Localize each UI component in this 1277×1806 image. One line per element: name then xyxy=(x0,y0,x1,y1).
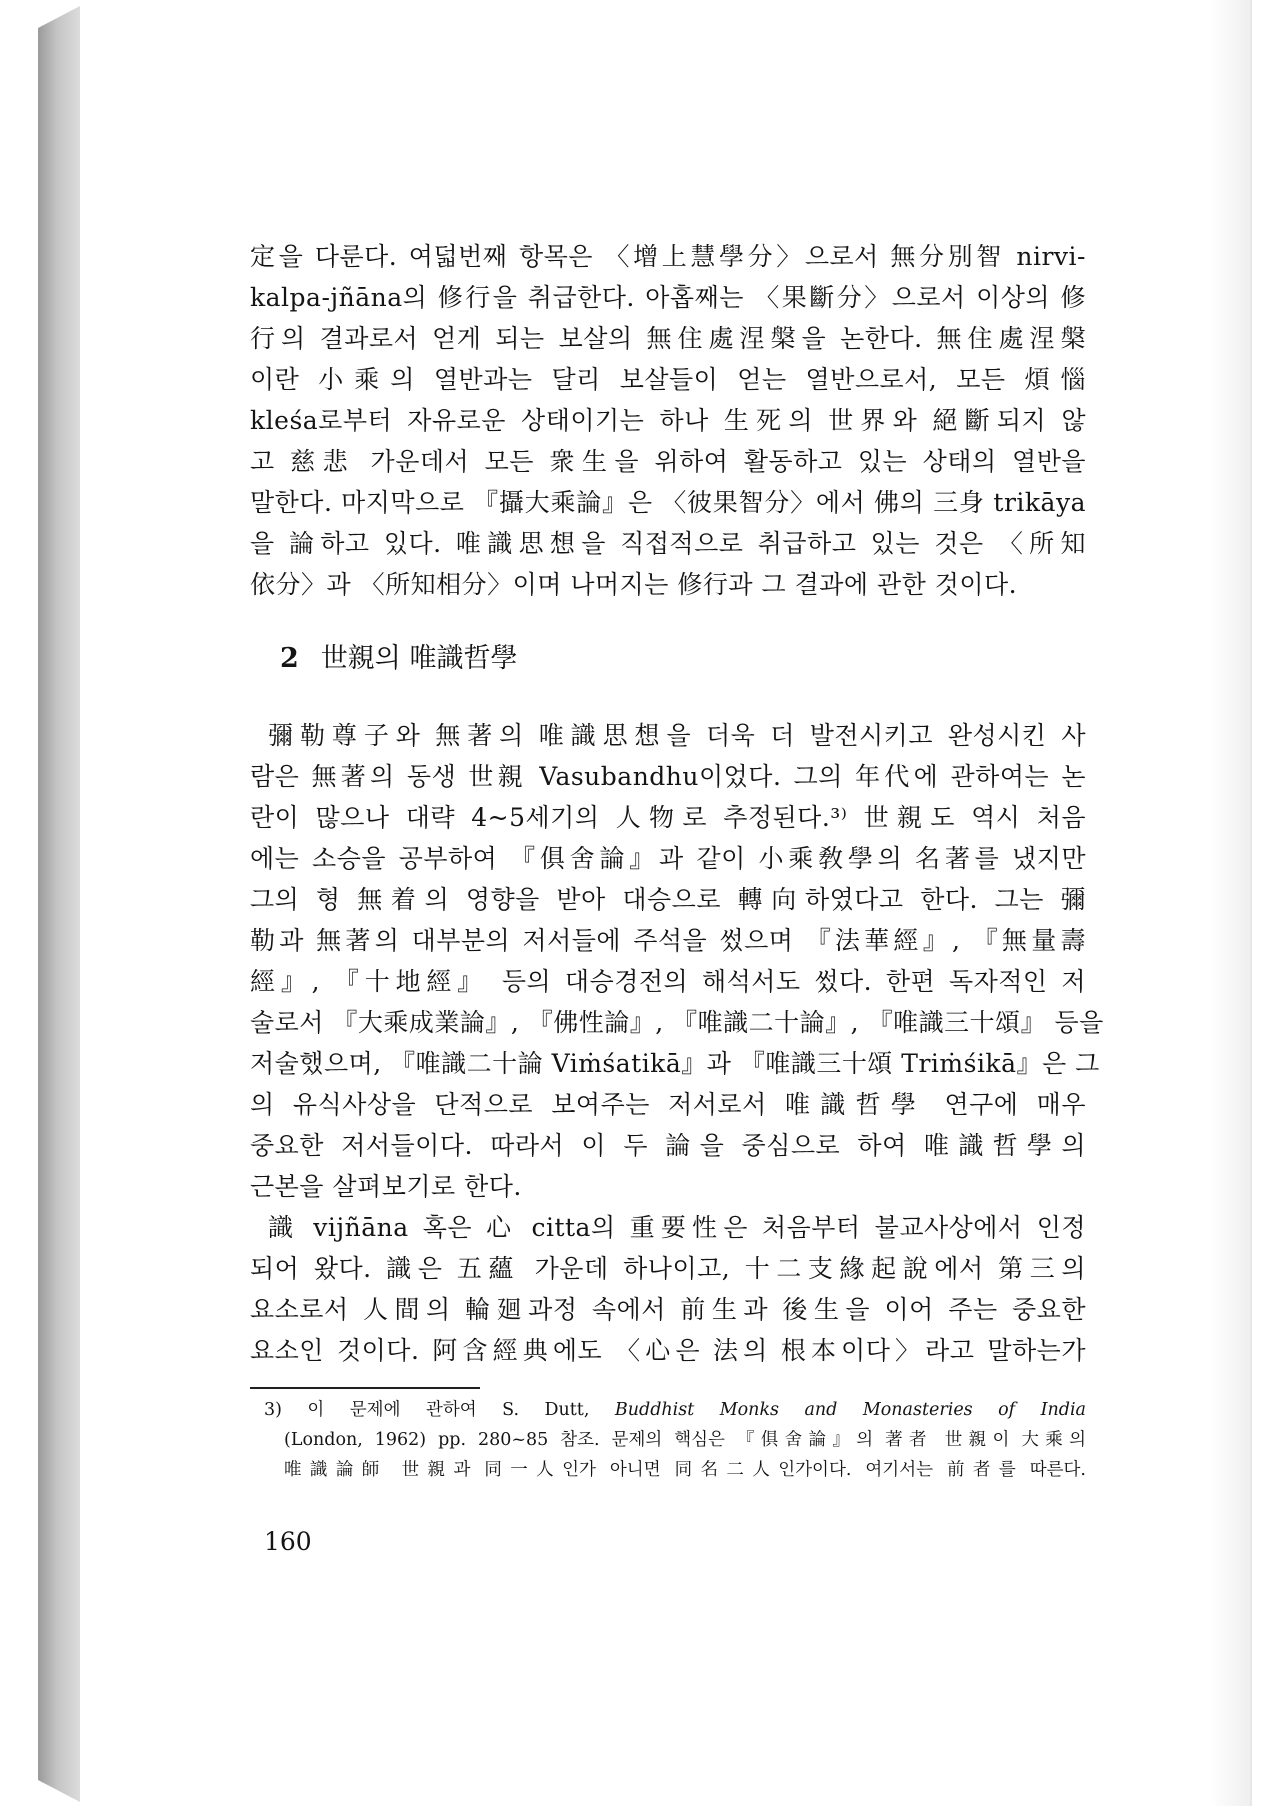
text-line: 술로서 『大乘成業論』, 『佛性論』, 『唯識二十論』, 『唯識三十頌』 등을 xyxy=(250,1008,1104,1037)
text-line: 그의 형 無着의 영향을 받아 대승으로 轉向하였다고 한다. 그는 彌 xyxy=(250,885,1086,914)
text-line: 彌勒尊子와 無著의 唯識思想을 더욱 더 발전시키고 완성시킨 사 xyxy=(268,721,1086,750)
footnote-line: 唯識論師 世親과 同一人인가 아니면 同名二人인가이다. 여기서는 前者를 따른다. xyxy=(284,1460,1086,1480)
text-line: 근본을 살펴보기로 한다. xyxy=(250,1172,522,1201)
text-line: 이란 小乘의 열반과는 달리 보살들이 얻는 열반으로서, 모든 煩惱 xyxy=(250,365,1086,394)
text-line: 요소인 것이다. 阿含經典에도 〈心은 法의 根本이다〉라고 말하는가 xyxy=(250,1336,1086,1365)
body-paragraph-1 xyxy=(250,715,1104,1207)
footnote-line xyxy=(250,1395,1086,1425)
text-line: 말한다. 마지막으로 『攝大乘論』은 〈彼果智分〉에서 佛의 三身 trikāya xyxy=(250,488,1086,517)
page-number: 160 xyxy=(264,1527,312,1556)
section-number: 2 xyxy=(280,643,299,674)
text-line: 람은 無著의 동생 世親 Vasubandhu이었다. 그의 年代에 관하여는 논 xyxy=(250,762,1086,791)
footnote-book-title: Buddhist Monks and Monasteries of India xyxy=(614,1400,1086,1420)
footnote xyxy=(250,1395,1086,1485)
text-line: 行의 결과로서 얻게 되는 보살의 無住處涅槃을 논한다. 無住處涅槃 xyxy=(250,324,1086,353)
text-line: 의 유식사상을 단적으로 보여주는 저서로서 唯識哲學 연구에 매우 xyxy=(250,1090,1086,1119)
text-line: 勒과 無著의 대부분의 저서들에 주석을 썼으며 『法華經』, 『無量壽 xyxy=(250,926,1086,955)
footnote-line: (London, 1962) pp. 280~85 참조. 문제의 핵심은 『俱舍論』의 著者 世親이 大乘의 xyxy=(284,1430,1086,1450)
footnote-text: 이 문제에 관하여 S. Dutt, xyxy=(307,1400,615,1420)
book-spine xyxy=(38,6,80,1802)
text-line: 고 慈悲 가운데서 모든 衆生을 위하여 활동하고 있는 상태의 열반을 xyxy=(250,447,1086,476)
text-line: 定을 다룬다. 여덟번째 항목은 〈增上慧學分〉으로서 無分別智 nirvi- xyxy=(250,242,1086,271)
text-line: kalpa-jñāna의 修行을 취급한다. 아홉째는 〈果斷分〉으로서 이상의 修 xyxy=(250,283,1086,312)
section-heading xyxy=(250,637,1086,681)
text-line: 을 論하고 있다. 唯識思想을 직접적으로 취급하고 있는 것은 〈所知 xyxy=(250,529,1086,558)
text-line: 되어 왔다. 識은 五蘊 가운데 하나이고, 十二支緣起說에서 第三의 xyxy=(250,1254,1086,1283)
body-paragraph-2 xyxy=(250,1207,1086,1371)
text-line: 識 vijñāna 혹은 心 citta의 重要性은 처음부터 불교사상에서 인정 xyxy=(268,1213,1086,1242)
text-line: 依分〉과 〈所知相分〉이며 나머지는 修行과 그 결과에 관한 것이다. xyxy=(250,570,1018,599)
footnote-marker: 3) xyxy=(264,1400,282,1420)
text-line: 에는 소승을 공부하여 『俱舍論』과 같이 小乘敎學의 名著를 냈지만 xyxy=(250,844,1086,873)
page-content xyxy=(250,236,1104,1559)
text-line: kleśa로부터 자유로운 상태이기는 하나 生死의 世界와 絕斷되지 않 xyxy=(250,406,1086,435)
text-line: 經』, 『十地經』 등의 대승경전의 해석서도 썼다. 한편 독자적인 저 xyxy=(250,967,1086,996)
text-line: 중요한 저서들이다. 따라서 이 두 論을 중심으로 하여 唯識哲學의 xyxy=(250,1131,1086,1160)
intro-paragraph xyxy=(250,236,1086,605)
text-line: 요소로서 人間의 輪廻과정 속에서 前生과 後生을 이어 주는 중요한 xyxy=(250,1295,1086,1324)
footnote-rule xyxy=(250,1387,480,1389)
page-edge-shade xyxy=(1210,0,1250,1806)
text-line: 저술했으며, 『唯識二十論 Viṁśatikā』과 『唯識三十頌 Triṁśikā』은 그 xyxy=(250,1049,1100,1078)
section-title: 世親의 唯識哲學 xyxy=(320,643,518,674)
text-line: 란이 많으나 대략 4~5세기의 人物로 추정된다.³⁾ 世親도 역시 처음 xyxy=(250,803,1086,832)
